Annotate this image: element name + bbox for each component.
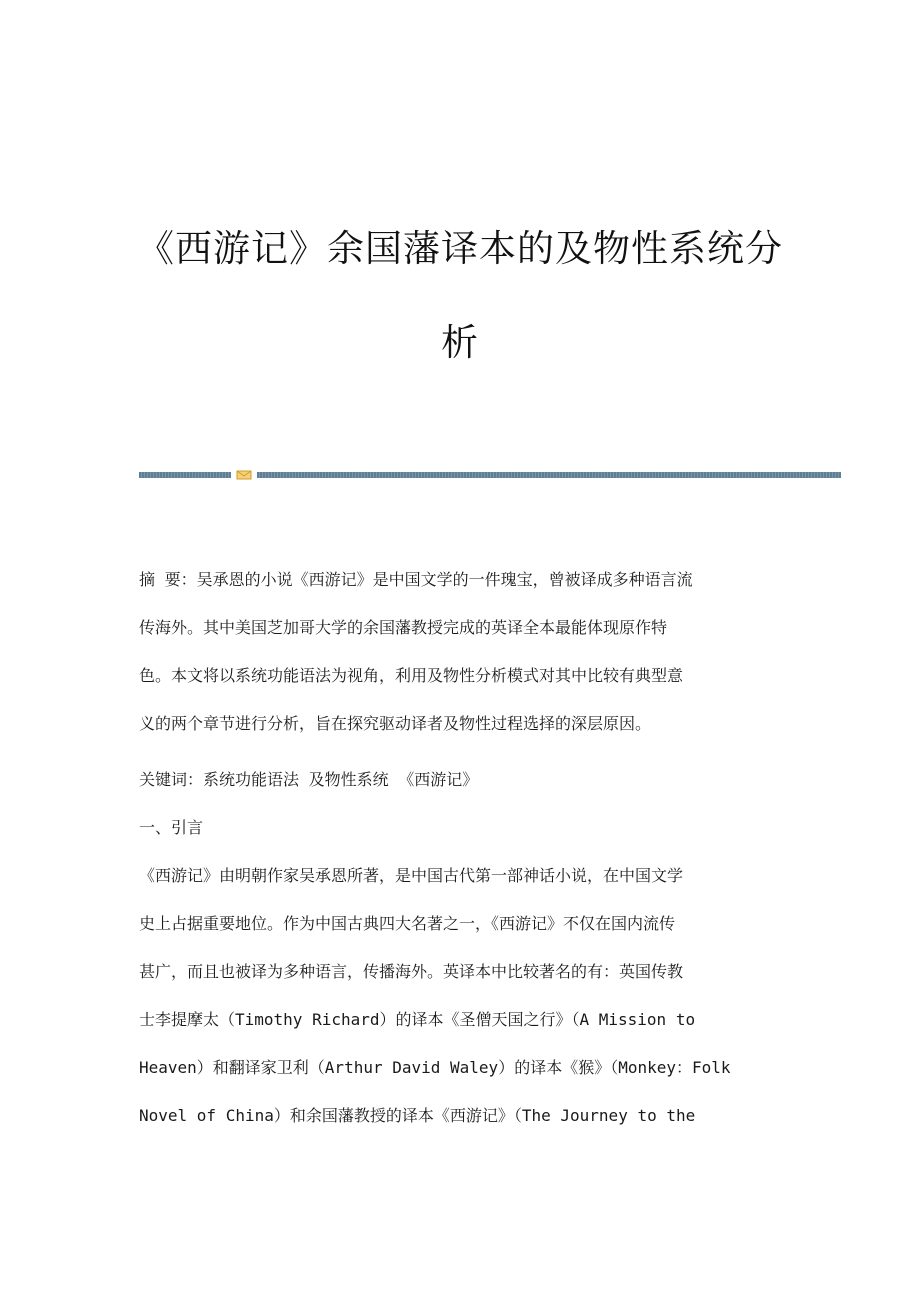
intro-line: 甚广，而且也被译为多种语言，传播海外。英译本中比较著名的有：英国传教 (139, 962, 684, 981)
abstract-line: 色。本文将以系统功能语法为视角，利用及物性分析模式对其中比较有典型意 (139, 666, 684, 685)
section-heading-introduction: 一、引言 (139, 818, 204, 837)
intro-line: Novel of China）和余国藩教授的译本《西游记》（The Journey to the (139, 1106, 696, 1125)
introduction-paragraph (139, 852, 779, 1140)
intro-line: 史上占据重要地位。作为中国古典四大名著之一，《西游记》不仅在国内流传 (139, 914, 676, 933)
abstract-line: 义的两个章节进行分析，旨在探究驱动译者及物性过程选择的深层原因。 (139, 714, 652, 733)
divider-bar-right (257, 472, 841, 478)
envelope-ornament-icon (236, 470, 252, 480)
document-title-line-1: 《西游记》余国藩译本的及物性系统分 (137, 227, 783, 270)
abstract-line: 传海外。其中美国芝加哥大学的余国藩教授完成的英译全本最能体现原作特 (139, 618, 668, 637)
title-divider (139, 470, 841, 480)
divider-bar-left (139, 472, 231, 478)
abstract-line: 摘 要：吴承恩的小说《西游记》是中国文学的一件瑰宝，曾被译成多种语言流 (139, 570, 693, 589)
intro-line: 士李提摩太（Timothy Richard）的译本《圣僧天国之行》（A Mission to (139, 1010, 696, 1029)
intro-line: Heaven）和翻译家卫利（Arthur David Waley）的译本《猴》（Monkey：Folk (139, 1058, 731, 1077)
intro-line: 《西游记》由明朝作家吴承恩所著，是中国古代第一部神话小说，在中国文学 (139, 866, 684, 885)
keywords: 关键词：系统功能语法 及物性系统 《西游记》 (139, 770, 479, 789)
document-title-line-2: 析 (441, 321, 479, 364)
abstract (139, 556, 779, 748)
